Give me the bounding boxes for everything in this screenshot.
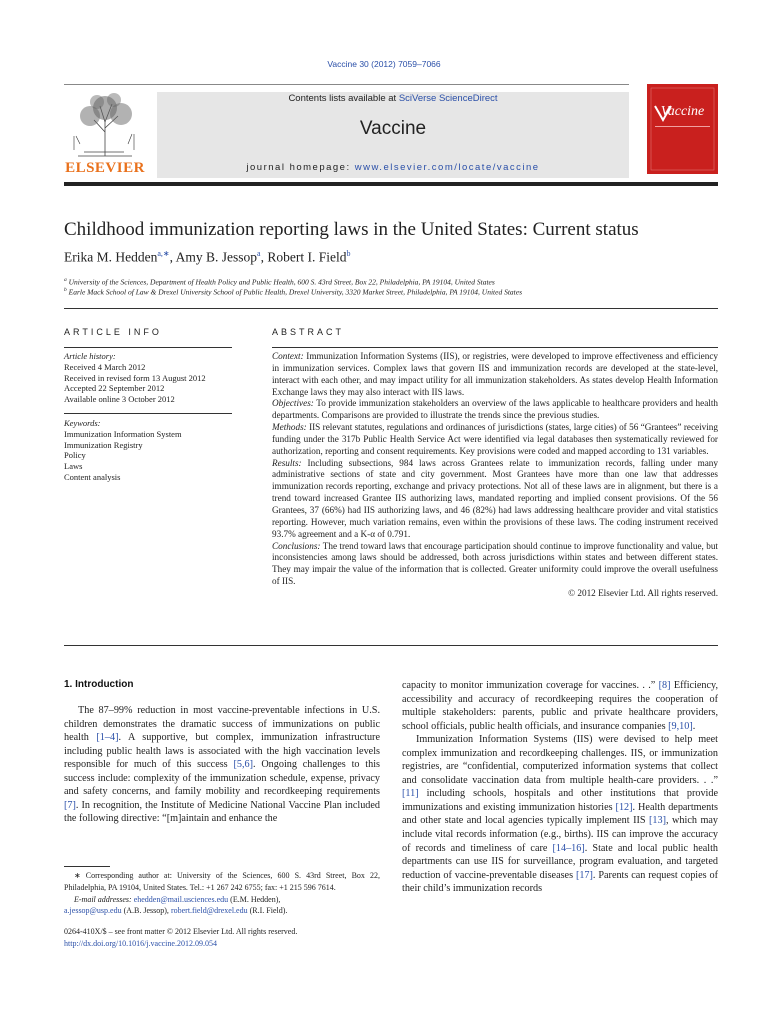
abstract-text: Immunization Information Systems (IIS), or registries, were developed to improve effectiveness and efficiency in immunization services. Complex laws that govern IIS and immunization records are developed at the state-level, interact with each other, and may impact utility for all immunization stakeholders. As states develop Health Information Exchange laws they may also interact with IIS laws. <box>272 351 718 397</box>
author-separator: , <box>260 249 268 265</box>
abstract-body <box>272 351 718 600</box>
author-list <box>64 249 350 266</box>
abstract-label: Context: <box>272 351 304 361</box>
citation-link[interactable]: [5,6] <box>233 759 253 771</box>
author-affiliation-sup[interactable]: a <box>257 249 261 258</box>
copyright: © 2012 Elsevier Ltd. All rights reserved. <box>568 587 718 598</box>
abstract-objectives <box>272 398 718 422</box>
keywords-rule <box>64 413 232 414</box>
corresponding-author-note: ∗ Corresponding author at: University of the Sciences, 600 S. 43rd Street, Box 22, Philadelphia, PA 19104, United States. Tel.: +1 267 242 6755; fax: +1 215 596 7614. <box>64 871 380 892</box>
citation-link[interactable]: [12] <box>615 801 633 813</box>
body-paragraph: The 87–99% reduction in most vaccine-preventable infections in U.S. children demonstrates the dramatic success of immunizations on public health [1–4]. A supportive, but complex, immunization infrastructure including public health laws is associated with the high vaccination levels responsible for much of this success [5,6]. Ongoing challenges to this success include: complexity of the immunization schedule, expense, privacy and safety concerns, and family mobility and recordkeeping requirements [7]. In recognition, the Institute of Medicine National Vaccine Plan included the following directive: “[m]aintain and enhance the <box>64 705 381 825</box>
author-affiliation-sup[interactable]: b <box>346 249 351 258</box>
front-matter <box>64 926 394 950</box>
affiliation-divider <box>64 308 718 309</box>
section-heading-introduction: 1. Introduction <box>64 679 134 690</box>
footnote-rule <box>64 866 110 867</box>
author-name[interactable]: Robert I. Field <box>267 249 347 265</box>
abstract-text: The trend toward laws that encourage participation should continue to improve functionality and value, but inconsistencies among laws should be addressed, both across jurisdictions within states and between different states. They may impair the value of the information that is collected. Greater uniformity could improve the overall usefulness of IIS. <box>272 540 718 587</box>
citation-link[interactable]: [9,10] <box>668 720 693 732</box>
abstract-conclusions <box>272 541 718 588</box>
keyword-item: Immunization Information System <box>64 428 182 439</box>
abstract-label: Objectives: <box>272 398 314 409</box>
abstract-context <box>272 351 718 398</box>
keywords-label: Keywords: <box>64 418 101 428</box>
abstract-results <box>272 458 718 541</box>
homepage-line <box>157 162 629 173</box>
affiliation-sup: b <box>64 287 67 293</box>
email-label: E-mail addresses: <box>74 894 132 904</box>
keyword-item: Policy <box>64 450 86 461</box>
citation-link[interactable]: [14–16] <box>552 842 585 854</box>
abstract-rule <box>272 347 718 348</box>
citation-link[interactable]: [7] <box>64 799 76 811</box>
email-owner: (A.B. Jessop), <box>121 906 171 916</box>
journal-cover-thumbnail[interactable] <box>647 84 718 174</box>
history-item: Available online 3 October 2012 <box>64 394 175 405</box>
citation-link[interactable]: [17] <box>575 869 593 881</box>
abstract-label: Results: <box>272 457 302 468</box>
email-link[interactable]: robert.field@drexel.edu <box>170 906 248 916</box>
email-owner: (E.M. Hedden), <box>228 894 281 904</box>
affiliation-b <box>64 287 522 297</box>
article-title: Childhood immunization reporting laws in the United States: Current status <box>64 219 639 240</box>
footnotes <box>64 870 380 917</box>
doi-link[interactable]: http://dx.doi.org/10.1016/j.vaccine.2012.09.054 <box>64 938 217 948</box>
history-label: Article history: <box>64 351 116 361</box>
keywords-block <box>64 418 232 483</box>
affiliation-a <box>64 277 495 287</box>
elsevier-wordmark: ELSEVIER <box>65 160 145 176</box>
email-owner: (R.I. Field). <box>247 906 288 916</box>
keyword-item: Laws <box>64 461 83 472</box>
homepage-prefix: journal homepage: <box>246 162 355 173</box>
keyword-item: Content analysis <box>64 471 121 482</box>
author-name[interactable]: Amy B. Jessop <box>175 249 258 265</box>
article-info-heading: ARTICLE INFO <box>64 327 162 337</box>
abstract-label: Conclusions: <box>272 540 321 551</box>
affiliation-sup: a <box>64 277 67 283</box>
sciencedirect-link[interactable]: SciVerse ScienceDirect <box>398 93 498 104</box>
email-addresses <box>64 894 380 906</box>
journal-name: Vaccine <box>359 118 427 139</box>
citation-link[interactable]: [8] <box>658 680 671 691</box>
header-divider <box>64 84 629 85</box>
email-addresses-cont <box>64 905 380 917</box>
cover-title: Vaccine <box>660 104 705 119</box>
article-history <box>64 351 232 405</box>
citation-link[interactable]: [11] <box>402 788 419 800</box>
author-separator: , <box>169 249 176 265</box>
abstract-text: Including subsections, 984 laws across Grantees relate to immunization records, falling under many administrative sections of state and city government. Most Grantees have more than one law that addresses immunization records reporting, exchange and privacy protections. Not all of these laws are in alignment, but there is a trend toward increased Grantee IIS authorizing laws, mandated reporting and implied consent provisions. Of the 56 Grantees, 37 (66%) had IIS authorizing laws, and 46 (82%) had laws addressing healthcare provider and vital statistics reporting. However, much variation remains, even within the provisions of these laws. The coding instrument received 93.7% agreement and a K-α of 0.791. <box>272 457 718 539</box>
abstract-methods <box>272 422 718 458</box>
abstract-bottom-rule <box>64 645 718 646</box>
abstract-label: Methods: <box>272 422 307 433</box>
email-link[interactable]: a.jessop@usp.edu <box>64 906 122 916</box>
body-right-column <box>402 679 718 896</box>
abstract-heading: ABSTRACT <box>272 327 345 337</box>
issn-line: 0264-410X/$ – see front matter © 2012 Elsevier Ltd. All rights reserved. <box>64 927 298 936</box>
email-link[interactable]: ehedden@mail.usciences.edu <box>133 894 229 904</box>
keyword-item: Immunization Registry <box>64 439 143 450</box>
citation-link[interactable]: [13] <box>649 815 667 827</box>
abstract-text: To provide immunization stakeholders an overview of the laws applicable to healthcare providers and health departments. Comparisons are provided to illustrate the trends since the previous studies. <box>272 398 718 421</box>
header-thick-rule <box>64 182 718 186</box>
homepage-link[interactable]: www.elsevier.com/locate/vaccine <box>354 162 540 173</box>
body-paragraph: Immunization Information Systems (IIS) were devised to help meet complex immunization and recordkeeping challenges. IIS, or immunization registries, are “confidential, computerized information systems that collect and consolidate vaccination data from multiple health-care providers. . .” [11] including schools, hospitals and other institutions that provide immunizations and existing immunization histories [12]. Health departments and other state and local agencies typically implement IIS [13], which may include vital records information (e.g., births). IIS can improve the accuracy of records and timeliness of care [14–16]. State and local public health departments can use IIS for surveillance, program evaluation, and targeted reduction of vaccine-preventable diseases [17]. Parents can request copies of their child’s immunization records <box>402 734 719 895</box>
body-paragraph: capacity to monitor immunization coverage for vaccines. . .” [8] Efficiency, accessibility and accuracy of recordkeeping requires the cooperation of multiple stakeholders: parents, public and private healthcare providers, school officials, public health officials, and insurance companies [9,10]. <box>402 680 719 732</box>
body-left-column <box>64 704 380 826</box>
affiliation-text: University of the Sciences, Department of Health Policy and Public Health, 600 S. 43rd Street, Box 22, Philadelphia, PA 19104, United States <box>68 277 495 287</box>
history-item: Accepted 22 September 2012 <box>64 383 165 394</box>
author-affiliation-sup[interactable]: a,∗ <box>157 249 170 258</box>
contents-line <box>157 93 629 104</box>
article-info-rule <box>64 347 232 348</box>
journal-citation[interactable]: Vaccine 30 (2012) 7059–7066 <box>327 59 441 69</box>
abstract-text: IIS relevant statutes, regulations and ordinances of jurisdictions (states, large cities) of 56 “Grantees” receiving funding under the 317b Public Health Service Act were identified via legal databases then systematically reviewed for authorization, reporting and consent requirements. Key provisions were coded and mapped according to 131 variables. <box>272 422 718 456</box>
history-item: Received in revised form 13 August 2012 <box>64 372 206 383</box>
history-item: Received 4 March 2012 <box>64 361 146 372</box>
affiliation-text: Earle Mack School of Law & Drexel University School of Public Health, Drexel University, 3320 Market Street, Philadelphia, PA 19104, United States <box>68 287 523 297</box>
citation-link[interactable]: [1–4] <box>96 732 119 744</box>
contents-prefix: Contents lists available at <box>288 93 399 104</box>
author-name[interactable]: Erika M. Hedden <box>64 249 158 265</box>
